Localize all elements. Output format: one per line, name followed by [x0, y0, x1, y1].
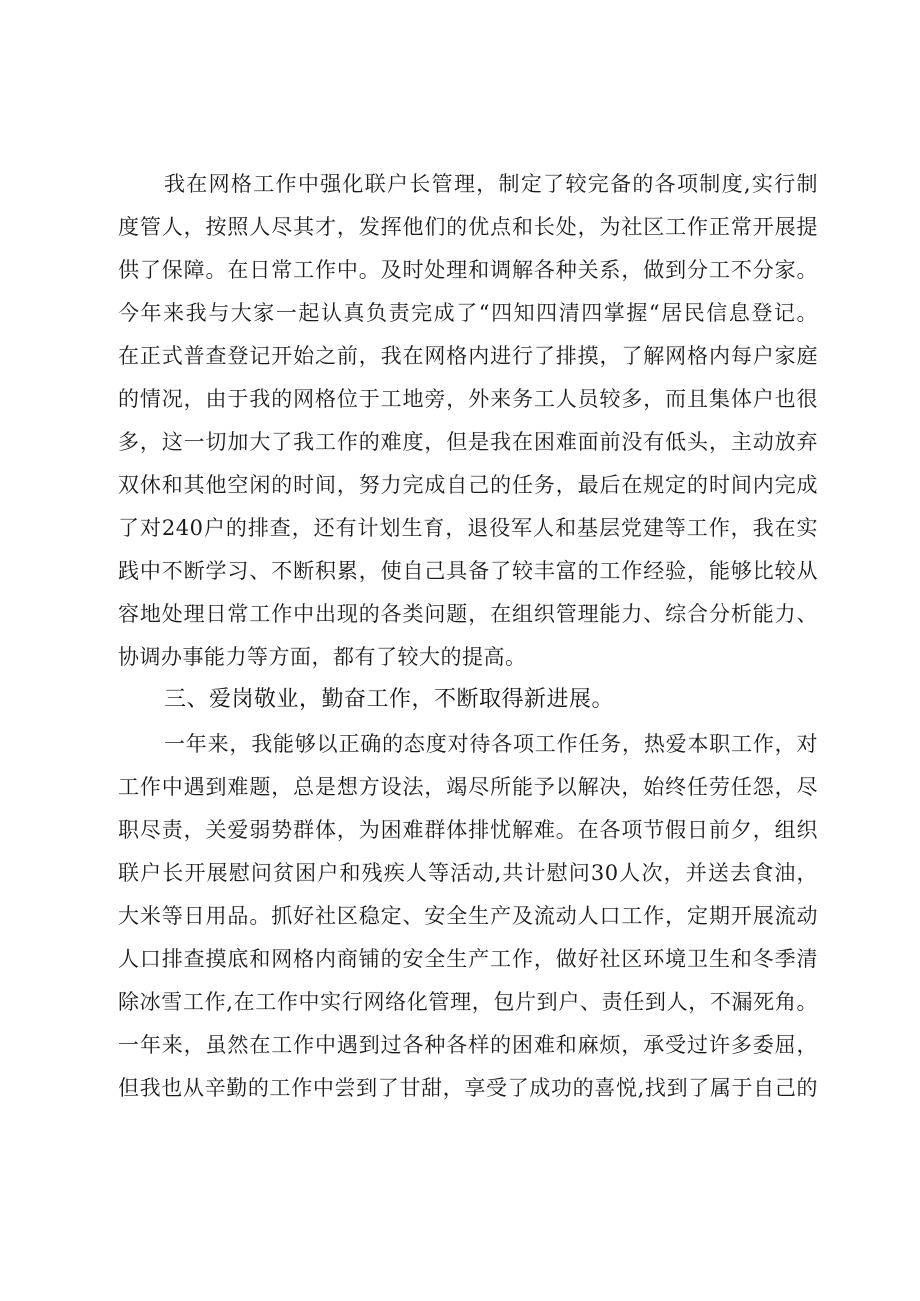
paragraph-1-line-9: 了对240户的排查，还有计划生育，退役军人和基层党建等工作，我在实: [118, 516, 818, 540]
paragraph-2-line-8: 一年来，虽然在工作中遇到过各种各样的困难和麻烦，承受过许多委屈，: [118, 1033, 818, 1057]
paragraph-1-line-5: 在正式普查登记开始之前，我在网格内进行了排摸，了解网格内每户家庭: [118, 344, 818, 368]
paragraph-1-line-4: 今年来我与大家一起认真负责完成了“四知四清四掌握“居民信息登记。: [118, 301, 818, 325]
paragraph-1-line-8: 双休和其他空闲的时间，努力完成自己的任务，最后在规定的时间内完成: [118, 473, 818, 497]
paragraph-1-line-2: 度管人，按照人尽其才，发挥他们的优点和长处，为社区工作正常开展提: [118, 215, 818, 239]
paragraph-2-line-3: 职尽责，关爱弱势群体，为困难群体排忧解难。在各项节假日前夕，组织: [118, 818, 818, 842]
paragraph-1-line-11: 容地处理日常工作中出现的各类问题，在组织管理能力、综合分析能力、: [118, 602, 818, 626]
paragraph-2-line-5: 大米等日用品。抓好社区稳定、安全生产及流动人口工作，定期开展流动: [118, 904, 818, 928]
paragraph-2-line-7: 除冰雪工作,在工作中实行网络化管理，包片到户、责任到人，不漏死角。: [118, 990, 818, 1014]
paragraph-1-line-1: 我在网格工作中强化联户长管理，制定了较完备的各项制度,实行制: [164, 172, 818, 196]
paragraph-2-line-6: 人口排查摸底和网格内商铺的安全生产工作，做好社区环境卫生和冬季清: [118, 947, 818, 971]
paragraph-1-line-12: 协调办事能力等方面，都有了较大的提高。: [118, 645, 527, 669]
paragraph-1-line-3: 供了保障。在日常工作中。及时处理和调解各种关系，做到分工不分家。: [118, 258, 818, 282]
section-heading: 三、爱岗敬业，勤奋工作，不断取得新进展。: [164, 687, 615, 712]
paragraph-2-line-1: 一年来，我能够以正确的态度对待各项工作任务，热爱本职工作，对: [164, 732, 818, 756]
paragraph-1-line-6: 的情况，由于我的网格位于工地旁，外来务工人员较多，而且集体户也很: [118, 387, 818, 411]
paragraph-1-line-10: 践中不断学习、不断积累，使自己具备了较丰富的工作经验，能够比较从: [118, 559, 818, 583]
paragraph-2-line-2: 工作中遇到难题，总是想方设法，竭尽所能予以解决，始终任劳任怨，尽: [118, 775, 818, 799]
paragraph-2-line-9: 但我也从辛勤的工作中尝到了甘甜，享受了成功的喜悦,找到了属于自己的: [118, 1076, 818, 1100]
paragraph-1-line-7: 多，这一切加大了我工作的难度，但是我在困难面前没有低头，主动放弃: [118, 430, 818, 454]
paragraph-2-line-4: 联户长开展慰问贫困户和残疾人等活动,共计慰问30人次，并送去食油，: [118, 861, 818, 885]
